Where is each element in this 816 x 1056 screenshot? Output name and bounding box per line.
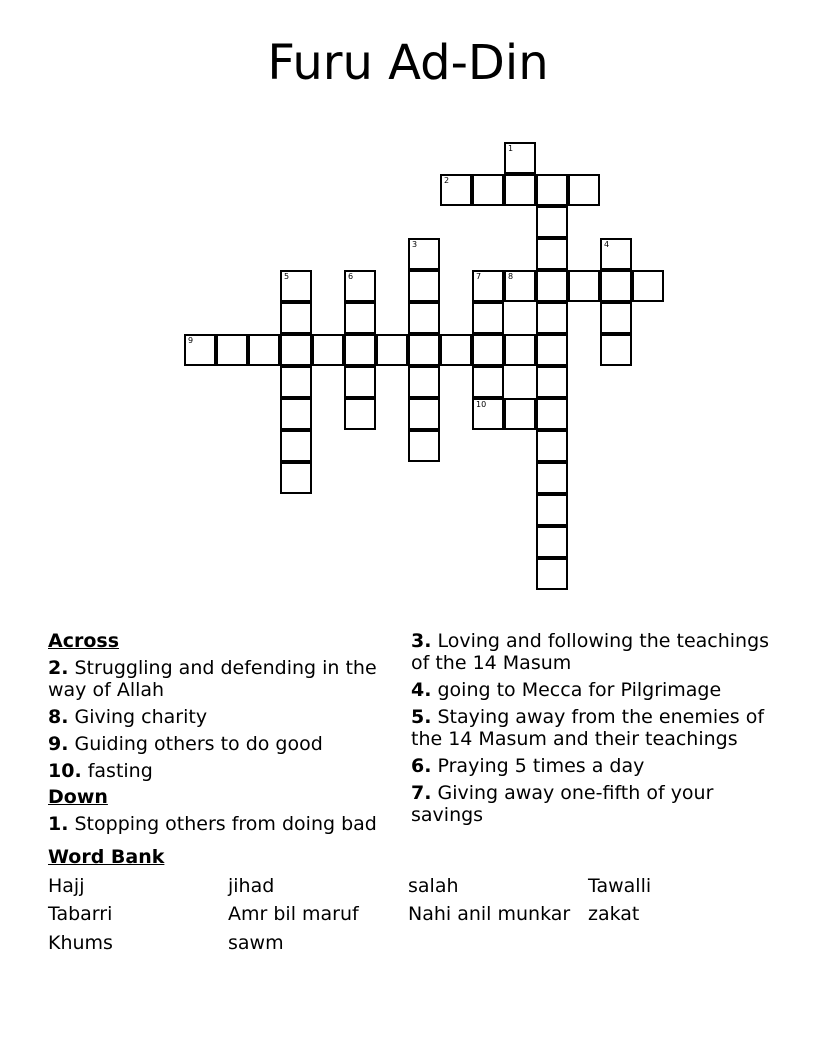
crossword-cell[interactable] — [472, 334, 504, 366]
clue-across-10 — [48, 760, 393, 782]
clue-text: Struggling and defending in the way of Allah — [48, 657, 377, 701]
clue-down-4 — [411, 679, 771, 701]
crossword-cell[interactable] — [536, 206, 568, 238]
crossword-cell[interactable] — [280, 302, 312, 334]
clues-right-column — [411, 630, 771, 831]
clue-down-6 — [411, 755, 771, 777]
crossword-cell[interactable] — [536, 430, 568, 462]
word-bank-word: Nahi anil munkar — [408, 903, 571, 925]
crossword-cell[interactable] — [280, 334, 312, 366]
down-heading: Down — [48, 786, 108, 808]
crossword-cell[interactable] — [344, 270, 376, 302]
crossword-cell[interactable] — [280, 430, 312, 462]
crossword-cell[interactable] — [280, 462, 312, 494]
word-bank-word: sawm — [228, 932, 284, 954]
word-bank-word: Tabarri — [48, 903, 113, 925]
puzzle-title: Furu Ad-Din — [267, 35, 549, 91]
word-bank-word: jihad — [228, 875, 275, 897]
crossword-cell[interactable] — [536, 174, 568, 206]
crossword-cell[interactable] — [344, 366, 376, 398]
crossword-cell[interactable] — [536, 462, 568, 494]
crossword-cell[interactable] — [216, 334, 248, 366]
clue-number: 5. — [411, 706, 432, 728]
word-bank-word: Amr bil maruf — [228, 903, 359, 925]
clue-text: Stopping others from doing bad — [68, 813, 377, 835]
clue-text: Guiding others to do good — [68, 733, 323, 755]
clue-text: Loving and following the teachings of the 14 Masum — [411, 630, 770, 674]
clue-number: 8. — [48, 706, 69, 728]
crossword-cell[interactable] — [408, 398, 440, 430]
clue-number: 3. — [411, 630, 432, 652]
clue-text: fasting — [81, 760, 153, 782]
crossword-cell[interactable] — [536, 398, 568, 430]
word-bank-word: zakat — [588, 903, 640, 925]
clue-down-3 — [411, 630, 771, 674]
crossword-cell[interactable] — [472, 366, 504, 398]
clue-down-1 — [48, 813, 393, 835]
clue-down-5 — [411, 706, 771, 750]
clue-text: going to Mecca for Pilgrimage — [431, 679, 722, 701]
crossword-cell[interactable] — [280, 366, 312, 398]
word-bank-word: salah — [408, 875, 459, 897]
crossword-cell[interactable] — [472, 174, 504, 206]
cell-clue-number: 8 — [508, 272, 514, 281]
word-bank-heading: Word Bank — [48, 846, 165, 868]
crossword-cell[interactable] — [536, 334, 568, 366]
crossword-cell[interactable] — [600, 238, 632, 270]
clue-number: 4. — [411, 679, 432, 701]
cell-clue-number: 4 — [604, 240, 610, 249]
crossword-cell[interactable] — [280, 270, 312, 302]
clue-across-2 — [48, 657, 393, 701]
clue-text: Praying 5 times a day — [431, 755, 645, 777]
crossword-cell[interactable] — [632, 270, 664, 302]
crossword-cell[interactable] — [536, 494, 568, 526]
cell-clue-number: 10 — [476, 400, 487, 409]
word-bank-word: Hajj — [48, 875, 85, 897]
crossword-cell[interactable] — [408, 238, 440, 270]
crossword-cell[interactable] — [504, 398, 536, 430]
crossword-cell[interactable] — [344, 398, 376, 430]
clue-number: 2. — [48, 657, 69, 679]
cell-clue-number: 5 — [284, 272, 290, 281]
crossword-cell[interactable] — [472, 302, 504, 334]
clues-left-column — [48, 630, 393, 840]
crossword-cell[interactable] — [440, 334, 472, 366]
crossword-cell[interactable] — [440, 174, 472, 206]
crossword-cell[interactable] — [600, 334, 632, 366]
crossword-cell[interactable] — [408, 302, 440, 334]
crossword-cell[interactable] — [504, 334, 536, 366]
crossword-cell[interactable] — [408, 270, 440, 302]
cell-clue-number: 7 — [476, 272, 482, 281]
crossword-cell[interactable] — [536, 238, 568, 270]
word-bank-word: Tawalli — [588, 875, 652, 897]
crossword-cell[interactable] — [408, 366, 440, 398]
clue-text: Giving away one-fifth of your savings — [411, 782, 714, 826]
clue-number: 10. — [48, 760, 82, 782]
crossword-cell[interactable] — [184, 334, 216, 366]
clue-number: 9. — [48, 733, 69, 755]
crossword-cell[interactable] — [248, 334, 280, 366]
word-bank-word: Khums — [48, 932, 113, 954]
clue-across-9 — [48, 733, 393, 755]
crossword-cell[interactable] — [280, 398, 312, 430]
clue-text: Staying away from the enemies of the 14 Masum and their teachings — [411, 706, 765, 750]
cell-clue-number: 3 — [412, 240, 418, 249]
cell-clue-number: 2 — [444, 176, 450, 185]
crossword-cell[interactable] — [504, 174, 536, 206]
crossword-cell[interactable] — [536, 558, 568, 590]
crossword-cell[interactable] — [472, 398, 504, 430]
clue-number: 7. — [411, 782, 432, 804]
crossword-cell[interactable] — [408, 334, 440, 366]
crossword-cell[interactable] — [344, 334, 376, 366]
cell-clue-number: 9 — [188, 336, 194, 345]
crossword-cell[interactable] — [376, 334, 408, 366]
crossword-cell[interactable] — [600, 302, 632, 334]
crossword-cell[interactable] — [536, 302, 568, 334]
crossword-cell[interactable] — [568, 174, 600, 206]
crossword-cell[interactable] — [504, 142, 536, 174]
across-heading: Across — [48, 630, 120, 652]
crossword-cell[interactable] — [472, 270, 504, 302]
crossword-cell[interactable] — [408, 430, 440, 462]
cell-clue-number: 1 — [508, 144, 514, 153]
clue-down-7 — [411, 782, 771, 826]
clue-number: 6. — [411, 755, 432, 777]
crossword-cell[interactable] — [568, 270, 600, 302]
crossword-cell[interactable] — [536, 270, 568, 302]
cell-clue-number: 6 — [348, 272, 354, 281]
crossword-cell[interactable] — [312, 334, 344, 366]
crossword-cell[interactable] — [504, 270, 536, 302]
clue-number: 1. — [48, 813, 69, 835]
clue-across-8 — [48, 706, 393, 728]
clue-text: Giving charity — [68, 706, 208, 728]
crossword-cell[interactable] — [600, 270, 632, 302]
crossword-cell[interactable] — [536, 526, 568, 558]
crossword-cell[interactable] — [536, 366, 568, 398]
crossword-cell[interactable] — [344, 302, 376, 334]
